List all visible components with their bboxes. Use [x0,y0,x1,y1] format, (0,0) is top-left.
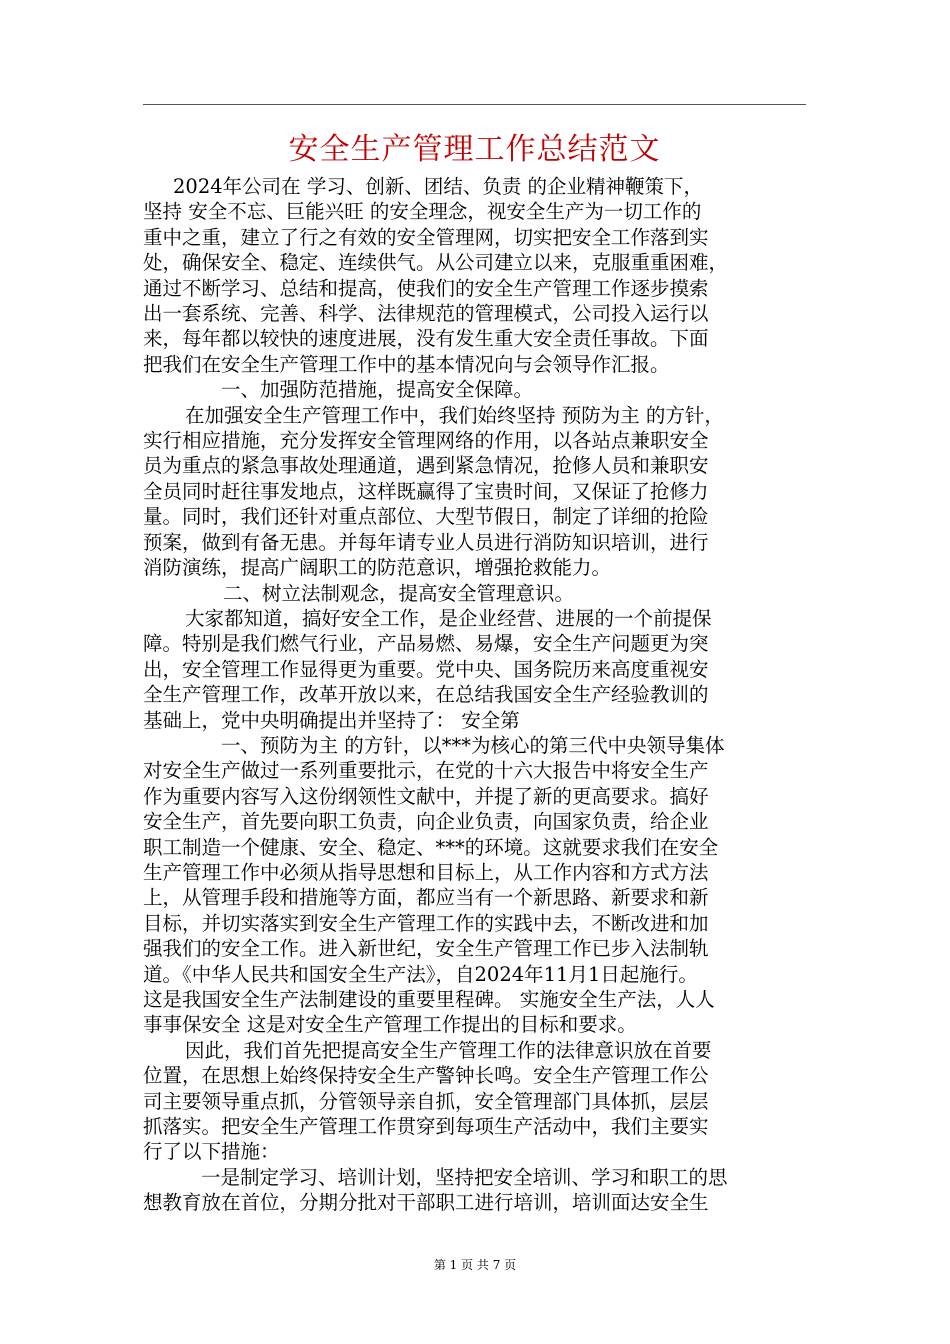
body-line: 职工制造一个健康、安全、稳定、***的环境。这就要求我们在安全 [143,835,719,859]
body-line: 抓落实。把安全生产管理工作贯穿到每项生产活动中，我们主要实 [143,1115,709,1139]
body-line: 一是制定学习、培训计划，坚持把安全培训、学习和职工的思 [201,1165,728,1189]
body-line: 全员同时赶往事发地点，这样既赢得了宝贵时间，又保证了抢修力 [143,479,709,503]
body-line: 把我们在安全生产管理工作中的基本情况向与会领导作汇报。 [143,352,670,376]
body-line: 处，确保安全、稳定、连续供气。从公司建立以来，克服重重困难， [143,251,729,275]
body-line: 因此，我们首先把提高安全生产管理工作的法律意识放在首要 [185,1038,712,1062]
body-line: 强我们的安全工作。进入新世纪，安全生产管理工作已步入法制轨 [143,937,709,961]
body-line: 出，安全管理工作显得更为重要。党中央、国务院历来高度重视安 [143,657,709,681]
body-line: 2024年公司在 学习、创新、团结、负责 的企业精神鞭策下， [173,175,704,198]
body-line: 通过不断学习、总结和提高，使我们的安全生产管理工作逐步摸索 [143,276,709,300]
body-line: 量。同时，我们还针对重点部位、大型节假日，制定了详细的抢险 [143,505,709,529]
body-line: 一、预防为主 的方针，以***为核心的第三代中央领导集体 [221,733,725,757]
body-line: 作为重要内容写入这份纲领性文献中，并提了新的更高要求。搞好 [143,784,709,808]
body-line: 对安全生产做过一系列重要批示，在党的十六大报告中将安全生产 [143,759,709,783]
body-line: 来，每年都以较快的速度进展，没有发生重大安全责任事故。下面 [143,327,709,351]
body-line: 全生产管理工作，改革开放以来，在总结我国安全生产经验教训的 [143,683,709,707]
body-line: 重中之重，建立了行之有效的安全管理网，切实把安全工作落到实 [143,225,709,249]
body-line: 实行相应措施，充分发挥安全管理网络的作用，以各站点兼职安全 [143,429,709,453]
body-line: 坚持 安全不忘、巨能兴旺 的安全理念，视安全生产为一切工作的 [143,200,702,224]
body-line: 道。《中华人民共和国安全生产法》，自2024年11月1日起施行。 [143,962,698,986]
body-line: 这是我国安全生产法制建设的重要里程碑。 实施安全生产法，人人 [143,988,715,1011]
body-line: 位置，在思想上始终保持安全生产警钟长鸣。安全生产管理工作公 [143,1064,709,1088]
body-line: 基础上，党中央明确提出并坚持了： 安全第 [143,708,520,732]
body-line: 障。特别是我们燃气行业，产品易燃、易爆，安全生产问题更为突 [143,632,709,656]
body-line: 上，从管理手段和措施等方面，都应当有一个新思路、新要求和新 [143,886,709,910]
body-line: 二、树立法制观念，提高安全管理意识。 [223,581,575,605]
body-line: 出一套系统、完善、科学、法律规范的管理模式，公司投入运行以 [143,302,709,326]
body-line: 事事保安全 这是对安全生产管理工作提出的目标和要求。 [143,1013,637,1037]
page-number: 第 1 页 共 7 页 [433,1258,517,1272]
body-line: 司主要领导重点抓，分管领导亲自抓，安全管理部门具体抓，层层 [143,1089,709,1113]
body-line: 消防演练，提高广阔职工的防范意识，增强抢救能力。 [143,556,612,580]
document-title: 安全生产管理工作总结范文 [288,132,661,167]
body-line: 预案，做到有备无患。并每年请专业人员进行消防知识培训，进行 [143,530,709,554]
body-line: 在加强安全生产管理工作中，我们始终坚持 预防为主 的方针， [185,403,724,427]
body-line: 生产管理工作中必须从指导思想和目标上，从工作内容和方式方法 [143,860,709,884]
document-body [143,174,806,1216]
body-line: 目标，并切实落实到安全生产管理工作的实践中去，不断改进和加 [143,911,709,935]
body-line: 一、加强防范措施，提高安全保障。 [221,378,534,402]
body-line: 安全生产，首先要向职工负责，向企业负责，向国家负责，给企业 [143,810,709,834]
body-line: 行了以下措施： [143,1140,280,1164]
body-line: 员为重点的紧急事故处理通道，遇到紧急情况，抢修人员和兼职安 [143,454,709,478]
body-line: 大家都知道，搞好安全工作，是企业经营、进展的一个前提保 [185,606,712,630]
header-rule [143,104,806,105]
body-line: 想教育放在首位，分期分批对干部职工进行培训，培训面达安全生 [143,1191,709,1215]
